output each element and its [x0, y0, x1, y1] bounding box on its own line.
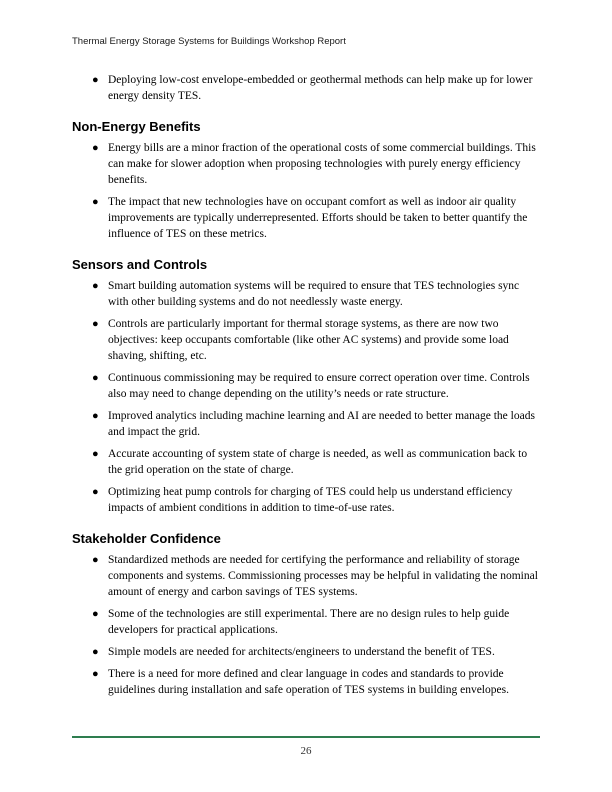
- section-heading: Non-Energy Benefits: [72, 119, 201, 134]
- list-item: ● Energy bills are a minor fraction of the operational costs of some commercial buildings. This can make for slower adoption when proposing technologies with purely energy efficiency benefits.: [92, 142, 536, 186]
- section-sensors-and-controls: [72, 256, 542, 516]
- bullet-icon: ●: [92, 646, 99, 658]
- list-item: ● There is a need for more defined and clear language in codes and standards to provide guidelines during installation and safe operation of TES systems in building envelopes.: [92, 668, 509, 696]
- page-number: 26: [300, 745, 312, 757]
- list-item: ● Continuous commissioning may be required to ensure correct operation over time. Controls also may need to change depending on the utility’s needs or rate structure.: [92, 372, 530, 400]
- bullet-icon: ●: [92, 280, 99, 292]
- list-item: ● Controls are particularly important for thermal storage systems, as there are now two objectives: keep occupants comfortable (like other AC systems) and provide some load shaving, shifting, etc.: [92, 318, 509, 362]
- bullet-icon: ●: [92, 74, 99, 86]
- bullet-icon: ●: [92, 410, 99, 422]
- list-item: ● Accurate accounting of system state of charge is needed, as well as communication back to the grid operation on the state of charge.: [92, 448, 528, 476]
- list-item: ● Improved analytics including machine learning and AI are needed to better manage the loads and impact the grid.: [92, 410, 535, 438]
- list-item: ● Standardized methods are needed for certifying the performance and reliability of storage components and systems. Commissioning processes may be helpful in validating the nominal amount of energy and carbon savings of TES systems.: [92, 554, 538, 598]
- list-item: ● Optimizing heat pump controls for charging of TES could help us understand efficiency impacts of ambient conditions in addition to time-of-use rates.: [92, 486, 513, 514]
- list-item: ● Simple models are needed for architects/engineers to understand the benefit of TES.: [92, 646, 495, 658]
- section-non-energy-benefits: [72, 118, 542, 242]
- bullet-icon: ●: [92, 318, 99, 330]
- bullet-icon: ●: [92, 372, 99, 384]
- bullet-list: [72, 140, 542, 242]
- bullet-icon: ●: [92, 486, 99, 498]
- list-item: ● The impact that new technologies have on occupant comfort as well as indoor air quality improvements are typically underrepresented. Efforts should be taken to better quantify the influence of TES on these metrics.: [92, 196, 528, 240]
- bullet-icon: ●: [92, 448, 99, 460]
- intro-bullet-list: [72, 72, 542, 104]
- document-body: [72, 72, 542, 704]
- bullet-list: [72, 552, 542, 698]
- section-heading: Sensors and Controls: [72, 257, 208, 272]
- bullet-list: [72, 278, 542, 516]
- bullet-icon: ●: [92, 196, 99, 208]
- section-stakeholder-confidence: [72, 530, 542, 698]
- list-item: ● Deploying low-cost envelope-embedded or geothermal methods can help make up for lower energy density TES.: [92, 74, 533, 102]
- bullet-icon: ●: [92, 554, 99, 566]
- bullet-icon: ●: [92, 668, 99, 680]
- list-item: ● Smart building automation systems will be required to ensure that TES technologies sync with other building systems and do not needlessly waste energy.: [92, 280, 520, 308]
- section-heading: Stakeholder Confidence: [72, 531, 221, 546]
- list-item: ● Some of the technologies are still experimental. There are no design rules to help guide developers for practical applications.: [92, 608, 510, 636]
- bullet-icon: ●: [92, 608, 99, 620]
- footer-divider: [72, 736, 540, 738]
- bullet-icon: ●: [92, 142, 99, 154]
- running-header: Thermal Energy Storage Systems for Buildings Workshop Report: [72, 36, 346, 47]
